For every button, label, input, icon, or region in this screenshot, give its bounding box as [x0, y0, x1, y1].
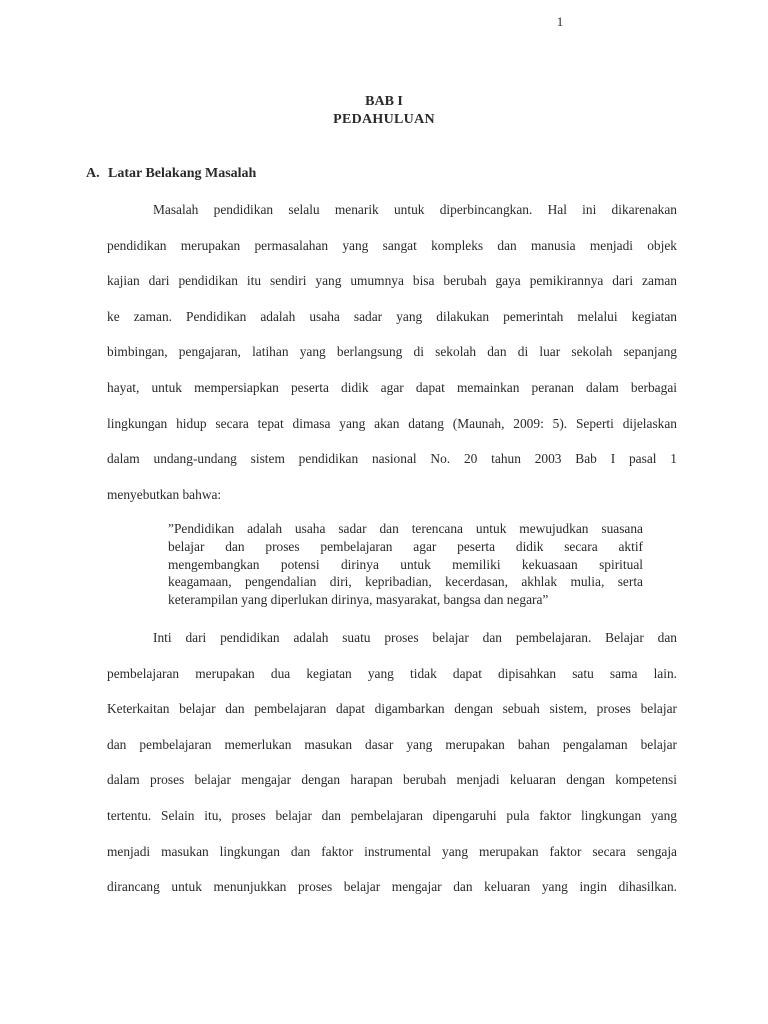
paragraph-line: menjadi masukan lingkungan dan faktor instrumental yang merupakan faktor secara sengaja: [107, 843, 677, 859]
paragraph-line: hayat, untuk mempersiapkan peserta didik agar dapat memainkan peranan dalam berbagai: [107, 379, 677, 395]
paragraph-line: Inti dari pendidikan adalah suatu proses belajar dan pembelajaran. Belajar dan: [153, 630, 677, 645]
paragraph-line: pendidikan merupakan permasalahan yang sangat kompleks dan manusia menjadi objek: [107, 237, 677, 253]
paragraph-line: dalam undang-undang sistem pendidikan nasional No. 20 tahun 2003 Bab I pasal 1: [107, 451, 677, 467]
paragraph-line: tertentu. Selain itu, proses belajar dan pembelajaran dipengaruhi pula faktor lingkungan yang: [107, 807, 677, 823]
paragraph-line: menyebutkan bahwa:: [107, 486, 222, 502]
paragraph-line: Masalah pendidikan selalu menarik untuk diperbincangkan. Hal ini dikarenakan: [153, 202, 677, 217]
quote-line: keterampilan yang diperlukan dirinya, masyarakat, bangsa dan negara”: [168, 592, 549, 608]
quote-line: mengembangkan potensi dirinya untuk memiliki kekuasaan spiritual: [168, 556, 643, 572]
chapter-label: BAB I: [365, 94, 403, 109]
paragraph-1: [107, 192, 677, 512]
page-number: 1: [556, 14, 564, 29]
quote-line: keagamaan, pengendalian diri, kepribadian, kecerdasan, akhlak mulia, serta: [168, 574, 643, 590]
paragraph-line: ke zaman. Pendidikan adalah usaha sadar yang dilakukan pemerintah melalui kegiatan: [107, 308, 677, 324]
chapter-heading: [0, 93, 768, 129]
paragraph-line: kajian dari pendidikan itu sendiri yang umumnya bisa berubah gaya pemikirannya dari zaman: [107, 273, 677, 289]
paragraph-line: dalam proses belajar mengajar dengan harapan berubah menjadi keluaran dengan kompetensi: [107, 772, 677, 788]
paragraph-line: bimbingan, pengajaran, latihan yang berlangsung di sekolah dan di luar sekolah sepanjang: [107, 344, 677, 360]
paragraph-2: [107, 620, 677, 905]
quote-line: belajar dan proses pembelajaran agar peserta didik secara aktif: [168, 538, 643, 554]
block-quote: [168, 520, 643, 609]
section-title: Latar Belakang Masalah: [108, 166, 257, 181]
paragraph-line: dirancang untuk menunjukkan proses belajar mengajar dan keluaran yang ingin dihasilkan.: [107, 879, 677, 895]
paragraph-line: lingkungan hidup secara tepat dimasa yang akan datang (Maunah, 2009: 5). Seperti dijelaskan: [107, 415, 677, 431]
paragraph-line: Keterkaitan belajar dan pembelajaran dapat digambarkan dengan sebuah sistem, proses belajar: [107, 701, 677, 717]
quote-line: ”Pendidikan adalah usaha sadar dan terencana untuk mewujudkan suasana: [168, 521, 643, 536]
paragraph-line: dan pembelajaran memerlukan masukan dasar yang merupakan bahan pengalaman belajar: [107, 736, 677, 752]
section-letter: A.: [86, 166, 100, 181]
section-heading: [86, 165, 256, 183]
paragraph-line: pembelajaran merupakan dua kegiatan yang tidak dapat dipisahkan satu sama lain.: [107, 665, 677, 681]
chapter-title: PEDAHULUAN: [333, 112, 435, 127]
